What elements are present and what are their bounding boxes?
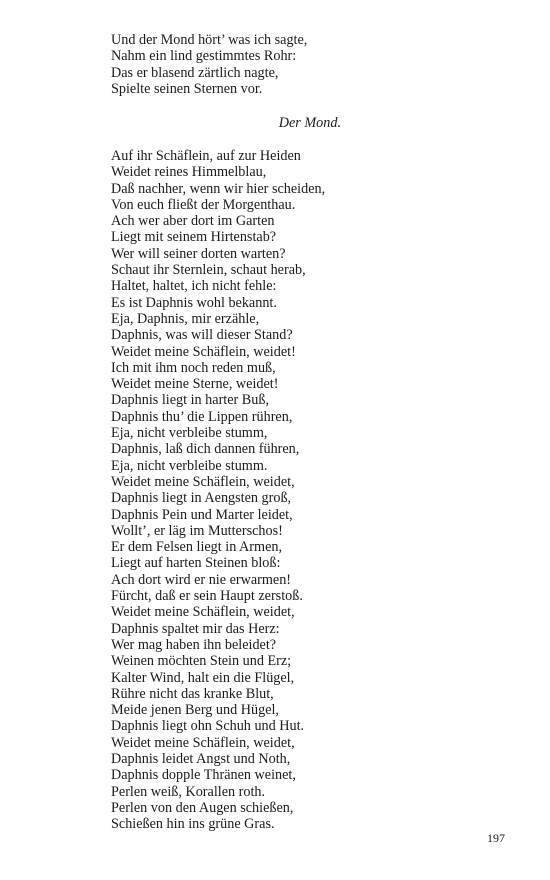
poem-line: Wer mag haben ihn beleidet?	[111, 636, 277, 653]
poem-line: Perlen von den Augen schießen,	[111, 799, 294, 816]
poem-line: Er dem Felsen liegt in Armen,	[111, 539, 283, 556]
poem-line: Daphnis, was will dieser Stand?	[111, 327, 293, 344]
poem-line: Weidet reines Himmelblau,	[111, 164, 267, 181]
poem-line: Daphnis dopple Thränen weinet,	[111, 767, 296, 784]
poem-line: Weidet meine Schäflein, weidet,	[111, 604, 295, 621]
poem-line: Eja, nicht verbleibe stumm,	[111, 425, 268, 442]
poem-line: Haltet, haltet, ich nicht fehle:	[111, 278, 277, 295]
poem-line: Daphnis spaltet mir das Herz:	[111, 620, 280, 637]
poem-line: Eja, Daphnis, mir erzähle,	[111, 310, 260, 327]
poem-line: Fürcht, daß er sein Haupt zerstoß.	[111, 588, 303, 605]
poem-line: Eja, nicht verbleibe stumm.	[111, 457, 268, 474]
poem-line: Wer will seiner dorten warten?	[111, 245, 286, 262]
poem-line: Ich mit ihm noch reden muß,	[111, 359, 276, 376]
poem-line: Daphnis thu’ die Lippen rühren,	[111, 408, 293, 425]
poem-line: Meide jenen Berg und Hügel,	[111, 702, 279, 719]
poem-line: Liegt mit seinem Hirtenstab?	[111, 229, 277, 246]
poem-line: Nahm ein lind gestimmtes Rohr:	[111, 48, 297, 65]
poem-line: Es ist Daphnis wohl bekannt.	[111, 294, 277, 311]
poem-line: Daphnis liegt in Aengsten groß,	[111, 490, 292, 507]
poem-line: Daphnis liegt in harter Buß,	[111, 392, 270, 409]
poem-line: Spielte seinen Sternen vor.	[111, 80, 263, 97]
poem-line: Daphnis, laß dich dannen führen,	[111, 441, 300, 458]
poem-line: Kalter Wind, halt ein die Flügel,	[111, 669, 295, 686]
poem-line: Weidet meine Schäflein, weidet!	[111, 343, 296, 360]
poem-line: Ach wer aber dort im Garten	[111, 213, 275, 230]
poem-line: Weidet meine Schäflein, weidet,	[111, 473, 295, 490]
poem-line: Und der Mond hört’ was ich sagte,	[111, 32, 308, 48]
poem-line: Weinen möchten Stein und Erz;	[111, 653, 292, 670]
poem-line: Wollt’, er läg im Mutterschos!	[111, 522, 283, 539]
poem-line: Perlen weiß, Korallen roth.	[111, 783, 266, 800]
poem-stanza-der-mond	[111, 148, 325, 832]
poem-line: Das er blasend zärtlich nagte,	[111, 64, 279, 81]
poem-line: Daß nachher, wenn wir hier scheiden,	[111, 180, 326, 197]
page-number: 197	[487, 831, 505, 845]
poem-line: Schaut ihr Sternlein, schaut herab,	[111, 262, 306, 279]
poem-line: Von euch fließt der Morgenthau.	[111, 196, 296, 213]
poem-line: Auf ihr Schäflein, auf zur Heiden	[111, 148, 301, 164]
poem-line: Weidet meine Schäflein, weidet,	[111, 734, 295, 751]
poem-stanza-intro	[111, 32, 307, 97]
poem-line: Weidet meine Sterne, weidet!	[111, 376, 279, 393]
poem-line: Schießen hin ins grüne Gras.	[111, 816, 275, 833]
poem-line: Ach dort wird er nie erwarmen!	[111, 571, 292, 588]
poem-line: Daphnis liegt ohn Schuh und Hut.	[111, 718, 305, 735]
poem-line: Liegt auf harten Steinen bloß:	[111, 555, 281, 572]
poem-line: Rühre nicht das kranke Blut,	[111, 685, 274, 702]
section-heading: Der Mond.	[278, 115, 341, 131]
poem-line: Daphnis Pein und Marter leidet,	[111, 506, 293, 523]
poem-line: Daphnis leidet Angst und Noth,	[111, 750, 291, 767]
